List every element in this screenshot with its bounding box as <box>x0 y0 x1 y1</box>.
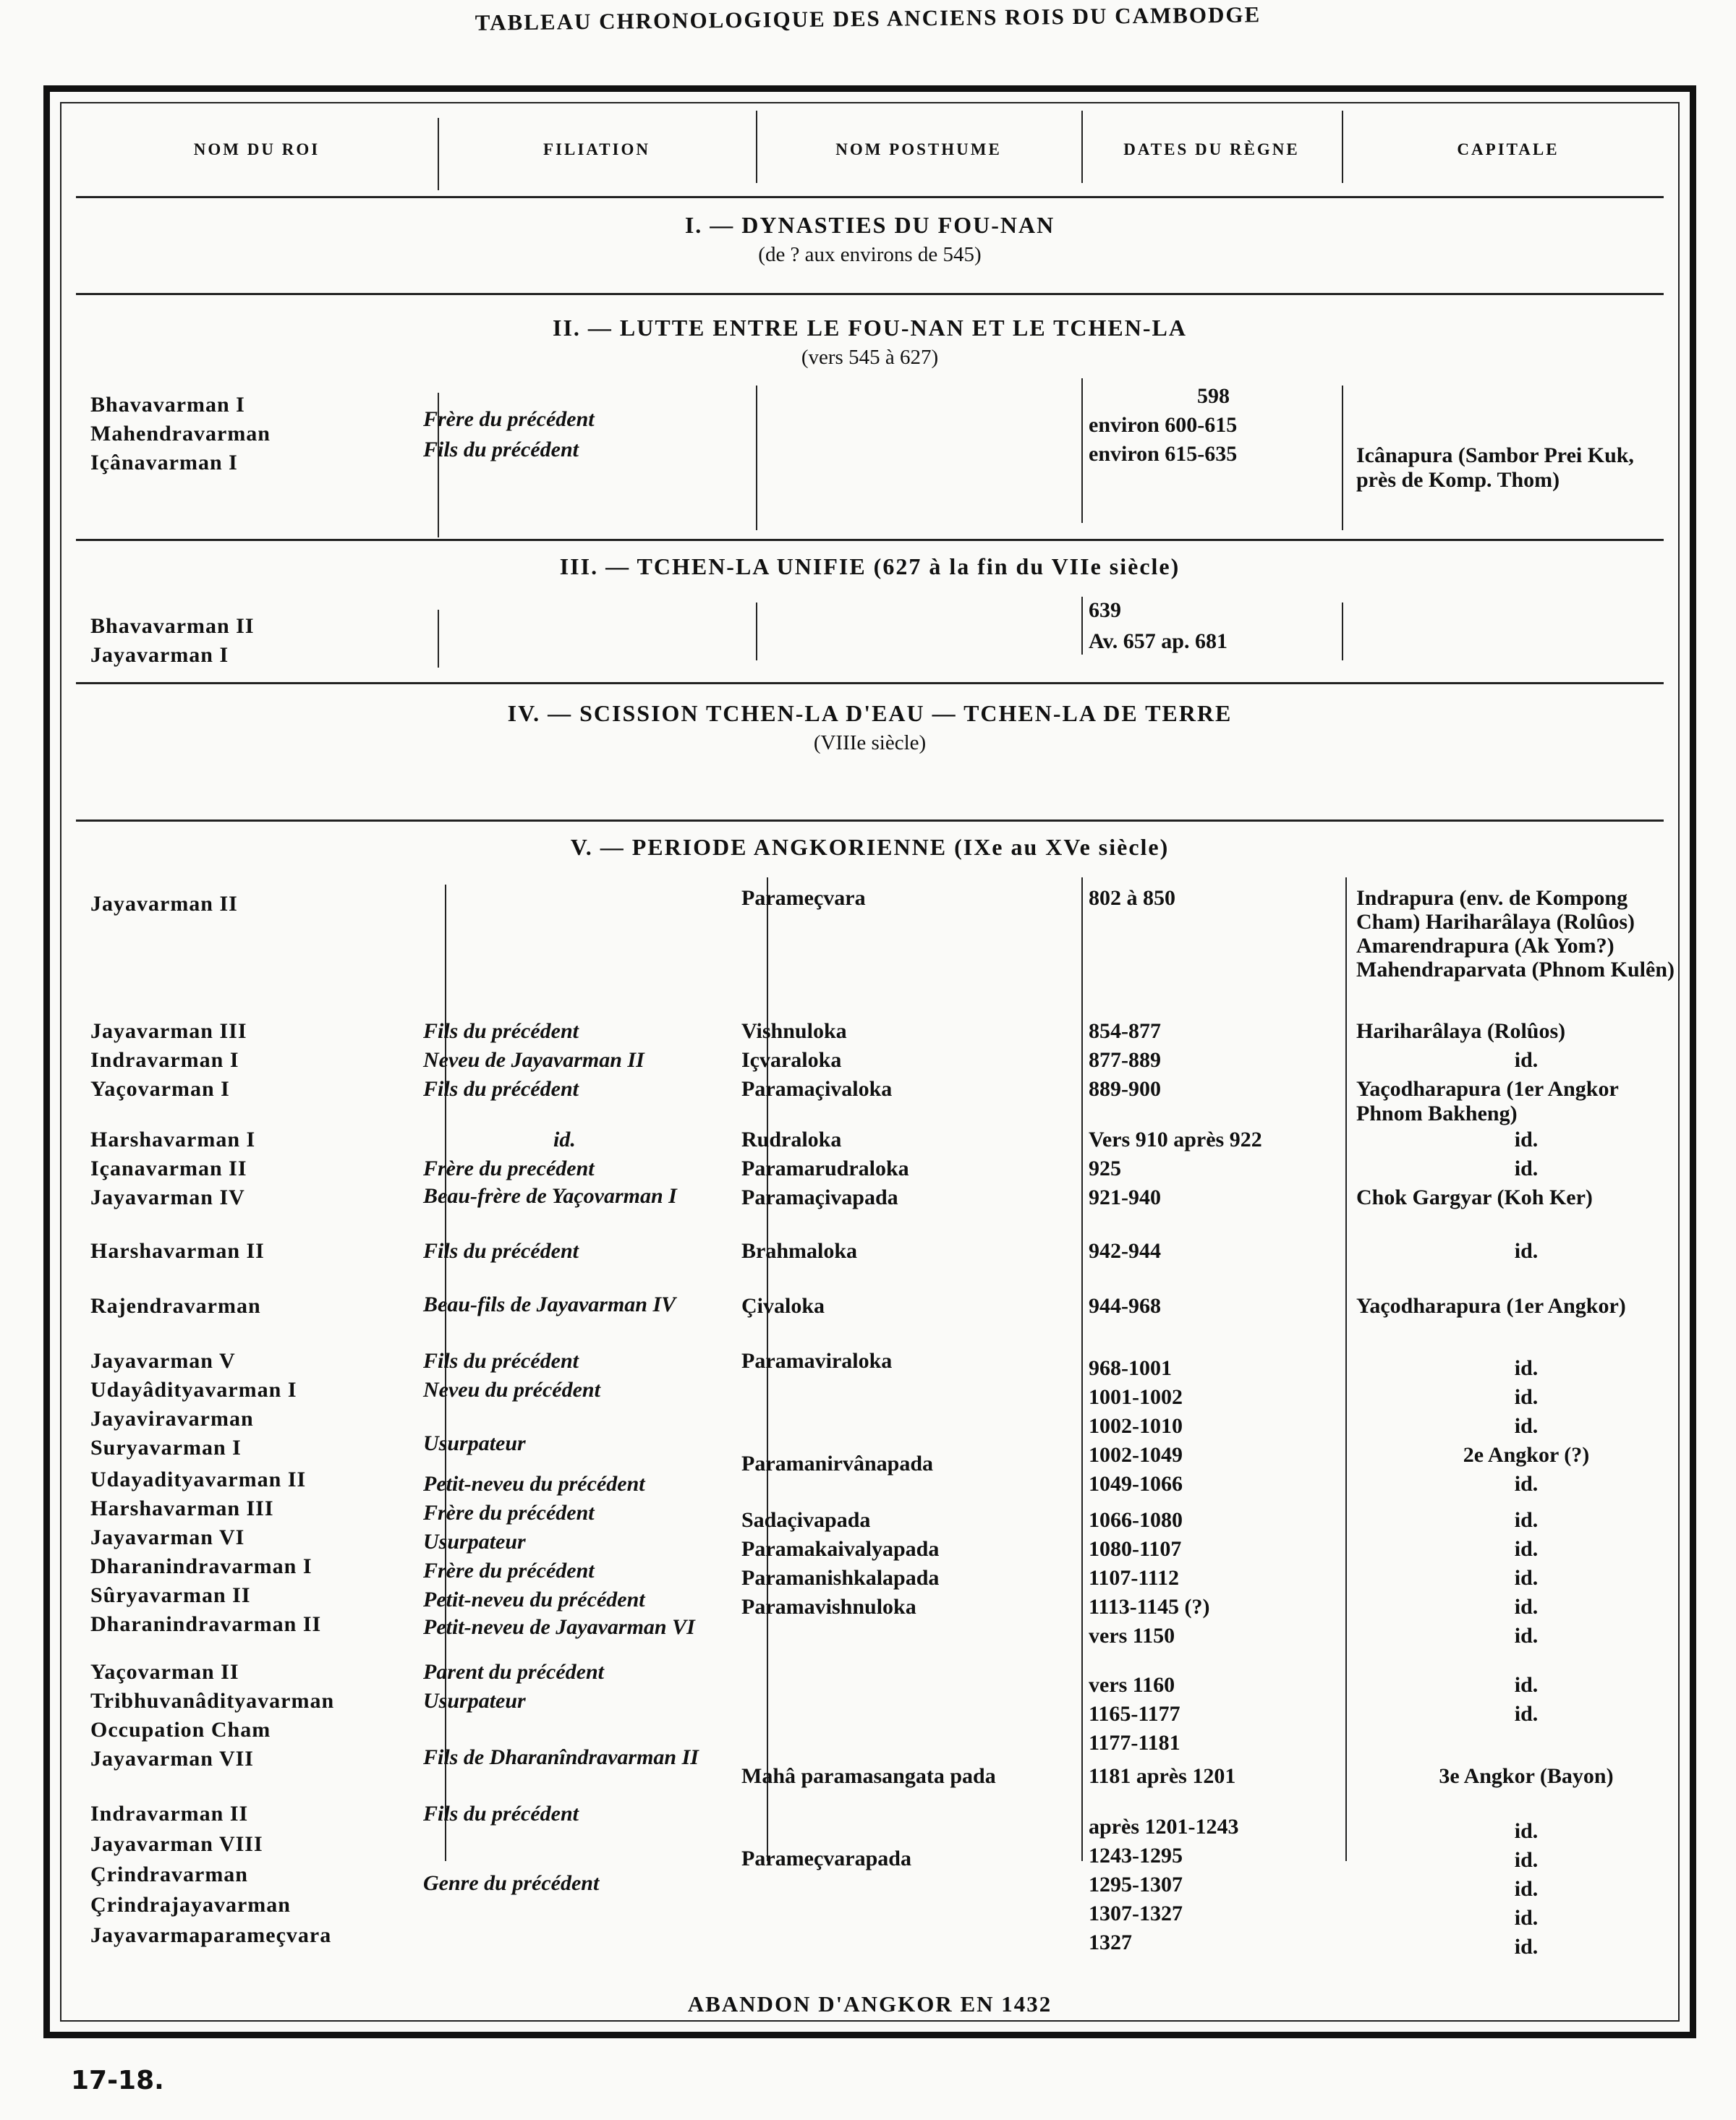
cell-dates: vers 1160 <box>1089 1673 1175 1697</box>
cell-capitale: id. <box>1514 1595 1539 1619</box>
column-divider <box>1342 111 1343 183</box>
cell-capitale: id. <box>1514 1048 1539 1072</box>
cell-roi: Yaçovarman II <box>90 1660 239 1684</box>
cell-dates: 598 <box>1197 384 1230 408</box>
cell-roi: Suryavarman I <box>90 1436 242 1460</box>
cell-dates: 1001-1002 <box>1089 1385 1183 1409</box>
header-rule <box>76 196 1664 198</box>
cell-filiation: Usurpateur <box>423 1431 526 1455</box>
cell-roi: Dharanindravarman I <box>90 1554 312 1578</box>
cell-posthume: Içvaraloka <box>741 1048 842 1072</box>
cell-roi: Jayavarmaparameçvara <box>90 1923 332 1947</box>
cell-dates: 968-1001 <box>1089 1356 1172 1380</box>
cell-posthume: Vishnuloka <box>741 1019 847 1043</box>
section-rule <box>76 820 1664 822</box>
cell-roi: Bhavavarman I <box>90 393 245 417</box>
cell-dates: environ 600-615 <box>1089 413 1238 437</box>
cell-filiation: Fils du précédent <box>423 1019 579 1043</box>
cell-posthume: Mahâ paramasangata pada <box>741 1764 996 1788</box>
cell-filiation: Beau-frère de Yaçovarman I <box>423 1184 677 1208</box>
section-5-heading <box>61 834 1678 861</box>
cell-filiation: Petit-neveu du précédent <box>423 1472 645 1496</box>
cell-dates: 802 à 850 <box>1089 886 1175 910</box>
cell-dates: 944-968 <box>1089 1294 1161 1318</box>
cell-dates: 942-944 <box>1089 1239 1161 1263</box>
cell-posthume: Paramakaivalyapada <box>741 1537 940 1561</box>
cell-filiation: Fils du précédent <box>423 1077 579 1101</box>
cell-filiation: Frère du precédent <box>423 1157 595 1180</box>
cell-posthume: Rudraloka <box>741 1128 842 1151</box>
cell-dates: 1181 après 1201 <box>1089 1764 1236 1788</box>
cell-capitale: id. <box>1514 1508 1539 1532</box>
cell-roi: Indravarman I <box>90 1048 239 1072</box>
cell-dates: 1002-1049 <box>1089 1443 1183 1467</box>
section-4-heading <box>61 700 1678 755</box>
section-3-heading <box>61 553 1678 580</box>
cell-filiation: Neveu du précédent <box>423 1378 600 1402</box>
cell-posthume: Paramaçivaloka <box>741 1077 893 1101</box>
cell-capitale: id. <box>1514 1566 1539 1590</box>
cell-posthume: Paramaviraloka <box>741 1349 893 1373</box>
table-header <box>61 103 1678 196</box>
section-title: I. — DYNASTIES DU FOU-NAN <box>684 212 1055 238</box>
cell-capitale: 3e Angkor (Bayon) <box>1439 1764 1614 1788</box>
cell-roi: Jayavarman I <box>90 643 229 667</box>
cell-roi: Jayavarman II <box>90 892 238 916</box>
cell-capitale: id. <box>1514 1239 1539 1263</box>
cell-capitale: id. <box>1514 1673 1539 1697</box>
cell-dates: 1049-1066 <box>1089 1472 1183 1496</box>
cell-roi: Occupation Cham <box>90 1718 271 1742</box>
cell-filiation: Usurpateur <box>423 1689 526 1713</box>
cell-roi: Harshavarman I <box>90 1128 256 1151</box>
cell-capitale: Chok Gargyar (Koh Ker) <box>1356 1185 1593 1209</box>
cell-roi: Indravarman II <box>90 1802 249 1826</box>
cell-roi: Yaçovarman I <box>90 1077 230 1101</box>
section-title: V. — PERIODE ANGKORIENNE (IXe au XVe siècle) <box>570 834 1170 860</box>
cell-roi: Harshavarman III <box>90 1497 274 1520</box>
cell-filiation: Petit-neveu du précédent <box>423 1588 645 1612</box>
cell-roi: Içânavarman I <box>90 451 238 474</box>
cell-filiation: Parent du précédent <box>423 1660 604 1684</box>
column-divider <box>1081 111 1083 183</box>
column-divider <box>756 603 757 660</box>
cell-dates: 1165-1177 <box>1089 1702 1180 1726</box>
cell-filiation: Usurpateur <box>423 1530 526 1554</box>
section-title: II. — LUTTE ENTRE LE FOU-NAN ET LE TCHEN-LA <box>553 315 1187 341</box>
cell-filiation: Fils du précédent <box>423 438 579 461</box>
section-rule <box>76 539 1664 541</box>
cell-dates: 1002-1010 <box>1089 1414 1183 1438</box>
cell-roi: Udayadityavarman II <box>90 1468 307 1491</box>
cell-filiation: Genre du précédent <box>423 1871 600 1895</box>
cell-filiation: Frère du précédent <box>423 1559 595 1583</box>
cell-filiation: Beau-fils de Jayavarman IV <box>423 1293 676 1316</box>
cell-dates: 639 <box>1089 598 1121 622</box>
cell-dates: Av. 657 ap. 681 <box>1089 629 1227 653</box>
cell-posthume: Sadaçivapada <box>741 1508 871 1532</box>
cell-posthume: Parameçvara <box>741 886 866 910</box>
cell-posthume: Brahmaloka <box>741 1239 858 1263</box>
page-number: 17-18. <box>71 2066 164 2095</box>
cell-dates: 1066-1080 <box>1089 1508 1183 1532</box>
cell-roi: Bhavavarman II <box>90 614 255 638</box>
cell-dates: 1327 <box>1089 1930 1132 1954</box>
column-header-capitale: CAPITALE <box>1457 140 1560 158</box>
cell-capitale: Yaçodharapura (1er Angkor Phnom Bakheng) <box>1356 1077 1619 1125</box>
cell-roi: Jayavarman VIII <box>90 1832 263 1856</box>
cell-capitale: id. <box>1514 1935 1539 1959</box>
cell-capitale: id. <box>1514 1414 1539 1438</box>
cell-filiation: Fils du précédent <box>423 1239 579 1263</box>
section-rule <box>76 682 1664 684</box>
section-title: III. — TCHEN-LA UNIFIE (627 à la fin du VIIe siècle) <box>559 553 1180 579</box>
table <box>60 102 1680 2022</box>
cell-dates: 1307-1327 <box>1089 1902 1183 1925</box>
cell-posthume: Paramavishnuloka <box>741 1595 916 1619</box>
column-header-filiation: FILIATION <box>543 140 650 158</box>
cell-capitale: id. <box>1514 1157 1539 1180</box>
cell-dates: environ 615-635 <box>1089 442 1238 466</box>
cell-capitale: id. <box>1514 1356 1539 1380</box>
cell-capitale: id. <box>1514 1128 1539 1151</box>
cell-roi: Harshavarman II <box>90 1239 265 1263</box>
cell-capitale: Yaçodharapura (1er Angkor) <box>1356 1294 1626 1318</box>
cell-capitale: id. <box>1514 1819 1539 1843</box>
section-title: IV. — SCISSION TCHEN-LA D'EAU — TCHEN-LA DE TERRE <box>507 700 1233 726</box>
section-subtitle: (vers 545 à 627) <box>801 346 939 369</box>
cell-dates: 854-877 <box>1089 1019 1161 1043</box>
section-2-heading <box>61 315 1678 370</box>
column-header-posthume: NOM POSTHUME <box>835 140 1002 158</box>
column-divider <box>438 610 439 668</box>
cell-roi: Udayâdityavarman I <box>90 1378 297 1402</box>
cell-posthume: Çivaloka <box>741 1294 825 1318</box>
column-divider <box>1081 877 1083 1861</box>
cell-roi: Jayavarman III <box>90 1019 247 1043</box>
cell-roi: Içanavarman II <box>90 1157 247 1180</box>
cell-capitale: id. <box>1514 1877 1539 1901</box>
cell-roi: Dharanindravarman II <box>90 1612 322 1636</box>
cell-dates: 889-900 <box>1089 1077 1161 1101</box>
cell-filiation: Fils du précédent <box>423 1802 579 1826</box>
cell-dates: 877-889 <box>1089 1048 1161 1072</box>
cell-filiation: Petit-neveu de Jayavarman VI <box>423 1615 695 1639</box>
cell-dates: vers 1150 <box>1089 1624 1175 1648</box>
cell-roi: Çrindrajayavarman <box>90 1893 291 1917</box>
cell-dates: 1177-1181 <box>1089 1731 1180 1755</box>
cell-capitale: Indrapura (env. de Kompong Cham) Hariharâlaya (Rolûos) Amarendrapura (Ak Yom?) Mahendraparvata (Phnom Kulên) <box>1356 886 1675 982</box>
cell-capitale: id. <box>1514 1472 1539 1496</box>
cell-capitale: id. <box>1514 1537 1539 1561</box>
column-divider <box>1081 378 1083 523</box>
cell-capitale: Icânapura (Sambor Prei Kuk, près de Komp. Thom) <box>1356 443 1634 492</box>
page-title: TABLEAU CHRONOLOGIQUE DES ANCIENS ROIS DU CAMBODGE <box>475 1 1261 35</box>
cell-dates: après 1201-1243 <box>1089 1815 1239 1839</box>
cell-filiation: Fils du précédent <box>423 1349 579 1373</box>
table-footer: ABANDON D'ANGKOR EN 1432 <box>687 1991 1052 2017</box>
section-rule <box>76 293 1664 295</box>
cell-roi: Sûryavarman II <box>90 1583 251 1607</box>
cell-posthume: Parameçvarapada <box>741 1847 911 1870</box>
cell-posthume: Paramanishkalapada <box>741 1566 940 1590</box>
cell-roi: Mahendravarman <box>90 422 271 446</box>
cell-filiation: Frère du précédent <box>423 407 595 431</box>
cell-roi: Jayavarman VI <box>90 1525 245 1549</box>
cell-dates: 1107-1112 <box>1089 1566 1180 1590</box>
cell-dates: Vers 910 après 922 <box>1089 1128 1262 1151</box>
cell-capitale: id. <box>1514 1906 1539 1930</box>
cell-filiation: Fils de Dharanîndravarman II <box>423 1745 699 1769</box>
cell-dates: 1113-1145 (?) <box>1089 1595 1210 1619</box>
cell-capitale: 2e Angkor (?) <box>1463 1443 1590 1467</box>
column-header-dates: DATES DU RÈGNE <box>1123 140 1300 158</box>
cell-roi: Jayaviravarman <box>90 1407 254 1431</box>
cell-filiation: Frère du précédent <box>423 1501 595 1525</box>
cell-roi: Jayavarman VII <box>90 1747 254 1771</box>
cell-posthume: Paramanirvânapada <box>741 1452 934 1476</box>
cell-capitale: id. <box>1514 1848 1539 1872</box>
section-1-heading <box>61 212 1678 267</box>
column-header-roi: NOM DU ROI <box>193 140 320 158</box>
cell-roi: Tribhuvanâdityavarman <box>90 1689 335 1713</box>
cell-capitale: Hariharâlaya (Rolûos) <box>1356 1019 1566 1043</box>
section-subtitle: (VIIIe siècle) <box>813 731 927 754</box>
cell-filiation: Neveu de Jayavarman II <box>423 1048 644 1072</box>
cell-dates: 921-940 <box>1089 1185 1161 1209</box>
cell-roi: Rajendravarman <box>90 1294 261 1318</box>
column-divider <box>1081 597 1083 655</box>
cell-capitale: id. <box>1514 1624 1539 1648</box>
cell-roi: Jayavarman IV <box>90 1185 245 1209</box>
cell-filiation: id. <box>553 1128 576 1151</box>
cell-dates: 1243-1295 <box>1089 1844 1183 1868</box>
section-subtitle: (de ? aux environs de 545) <box>758 243 982 266</box>
cell-roi: Çrindravarman <box>90 1863 248 1886</box>
cell-dates: 925 <box>1089 1157 1121 1180</box>
cell-capitale: id. <box>1514 1702 1539 1726</box>
cell-posthume: Paramaçivapada <box>741 1185 898 1209</box>
cell-capitale: id. <box>1514 1385 1539 1409</box>
cell-roi: Jayavarman V <box>90 1349 236 1373</box>
column-divider <box>756 111 757 183</box>
table-frame <box>43 85 1696 2038</box>
cell-dates: 1080-1107 <box>1089 1537 1182 1561</box>
cell-dates: 1295-1307 <box>1089 1873 1183 1896</box>
cell-posthume: Paramarudraloka <box>741 1157 909 1180</box>
column-divider <box>438 118 439 190</box>
